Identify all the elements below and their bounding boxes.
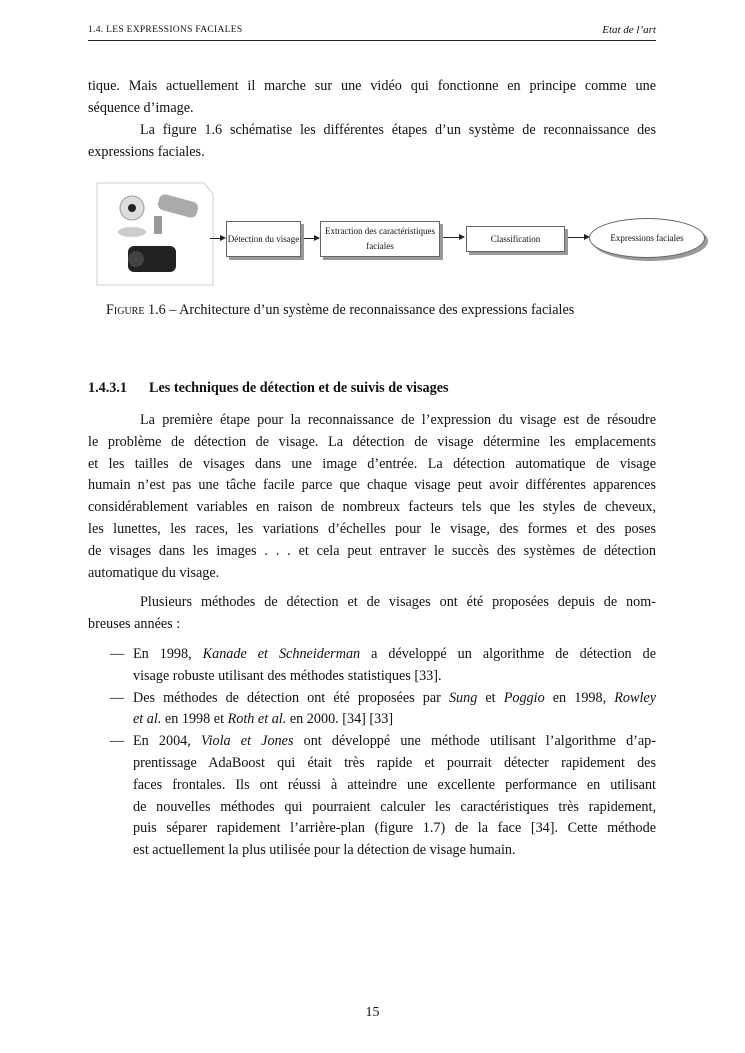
- text: En 2004,: [133, 733, 201, 750]
- italic-text: Viola et Jones: [200, 733, 294, 750]
- text-line: [88, 142, 656, 164]
- text: de visages dans les images . . . et cela peut entraver le succès des systèmes de détection: [88, 542, 656, 559]
- text: les lunettes, les races, les variations d’échelles pour le visage, des formes et des poses: [88, 520, 656, 537]
- text: breuses années :: [88, 615, 181, 632]
- text: tique. Mais actuellement il marche sur une vidéo qui fonctionne en principe comme une: [88, 78, 656, 94]
- page-number: 15: [365, 1005, 380, 1020]
- text: En 1998,: [133, 646, 203, 662]
- step-feature-extraction: Extraction des caractéristiques faciales: [320, 221, 440, 257]
- list-item: [88, 688, 656, 732]
- running-header-section: 1.4. LES EXPRESSIONS FACIALES: [88, 25, 243, 35]
- text: Plusieurs méthodes de détection et de visages ont été proposées depuis de nom-: [140, 594, 656, 610]
- text: expressions faciales.: [88, 143, 205, 160]
- text: en 1998,: [544, 689, 615, 706]
- text-line: [88, 475, 656, 497]
- bullet-list: [88, 644, 656, 862]
- list-item: [88, 644, 656, 688]
- text: Des méthodes de détection ont été proposées par: [133, 689, 449, 706]
- paragraph: [88, 592, 656, 636]
- italic-text: Kanade et Schneiderman: [202, 646, 361, 662]
- text-line: [88, 519, 656, 541]
- arrow: [443, 237, 463, 238]
- text-line: [88, 454, 656, 476]
- text-line: [88, 818, 656, 840]
- figure-architecture-diagram: [92, 180, 712, 288]
- text: et les tailles de visages dans une image d’entrée. La détection automatique de visage: [88, 455, 656, 472]
- text-line: [88, 410, 656, 432]
- italic-text: et al.: [133, 711, 162, 728]
- text-line: [88, 432, 656, 454]
- italic-text: Poggio: [503, 689, 545, 706]
- text: visage robuste utilisant des méthodes statistiques [33].: [133, 667, 442, 684]
- text: en 2000. [34] [33]: [286, 711, 394, 728]
- running-header-chapter: Etat de l’art: [602, 24, 656, 36]
- text: La figure 1.6 schématise les différentes étapes d’un système de reconnaissance des: [140, 122, 656, 138]
- paragraph: [88, 120, 656, 164]
- text: le problème de détection de visage. La détection de visage détermine les emplacements: [88, 433, 656, 450]
- paragraph: [88, 410, 656, 584]
- list-item: [88, 731, 656, 862]
- text-line: [88, 614, 656, 636]
- italic-text: Sung: [448, 689, 478, 706]
- text: considérablement variables en raison de nombreux facteurs tels que les styles de cheveux,: [88, 499, 656, 516]
- text-line: [88, 592, 656, 614]
- text: en 1998 et: [161, 711, 228, 728]
- bullet-dash: —: [110, 733, 125, 750]
- text-line: [88, 775, 656, 797]
- text-line: [88, 98, 656, 120]
- text-line: [88, 709, 656, 731]
- subsection-heading: 1.4.3.1 Les techniques de détection et de suivis de visages: [88, 380, 449, 396]
- text: séquence d’image.: [88, 99, 194, 116]
- arrow: [304, 238, 318, 239]
- text-line: [88, 666, 656, 688]
- text-line: [88, 731, 656, 753]
- text-line: [88, 76, 656, 98]
- text-line: [88, 797, 656, 819]
- text: La première étape pour la reconnaissance de l’expression du visage est de résoudre: [140, 412, 656, 428]
- text: automatique du visage.: [88, 564, 220, 581]
- text: humain n’est pas une tâche facile parce que chaque visage peut avoir différentes apparences: [88, 477, 656, 494]
- text: et: [477, 689, 504, 706]
- text-line: [88, 563, 656, 585]
- text: prentissage AdaBoost qui était très rapide et pourrait détecter rapidement des: [133, 754, 656, 771]
- text-line: [88, 541, 656, 563]
- paragraph: [88, 76, 656, 120]
- text-line: [88, 497, 656, 519]
- step-face-detection: Détection du visage: [226, 221, 301, 257]
- text: ont développé une méthode utilisant l’algorithme d’ap-: [293, 733, 657, 750]
- bullet-dash: —: [110, 646, 125, 662]
- figure-caption: Figure 1.6 – Architecture d’un système de reconnaissance des expressions faciales: [106, 302, 575, 318]
- text-line: [88, 120, 656, 142]
- text: de nouvelles méthodes qui pourraient calculer les caractéristiques très rapidement,: [133, 798, 656, 815]
- text: puis séparer rapidement l’arrière-plan (figure 1.7) de la face [34]. Cette méthode: [133, 820, 656, 837]
- text-line: [88, 644, 656, 666]
- arrow: [210, 238, 224, 239]
- step-classification: Classification: [466, 226, 565, 252]
- text: a développé un algorithme de détection de: [360, 646, 656, 662]
- text: faces frontales. Ils ont réussi à atteindre une excellente performance en utilisant: [133, 776, 656, 793]
- text-line: [88, 753, 656, 775]
- italic-text: Rowley: [614, 689, 656, 706]
- arrow: [568, 237, 588, 238]
- text-line: [88, 688, 656, 710]
- italic-text: Roth et al.: [227, 711, 287, 728]
- camera-devices-image: [96, 182, 214, 286]
- header-rule: [88, 40, 656, 41]
- bullet-dash: —: [110, 689, 125, 706]
- output-facial-expressions: Expressions faciales: [589, 218, 705, 258]
- text: est actuellement la plus utilisée pour la détection de visage humain.: [133, 842, 516, 859]
- text-line: [88, 840, 656, 862]
